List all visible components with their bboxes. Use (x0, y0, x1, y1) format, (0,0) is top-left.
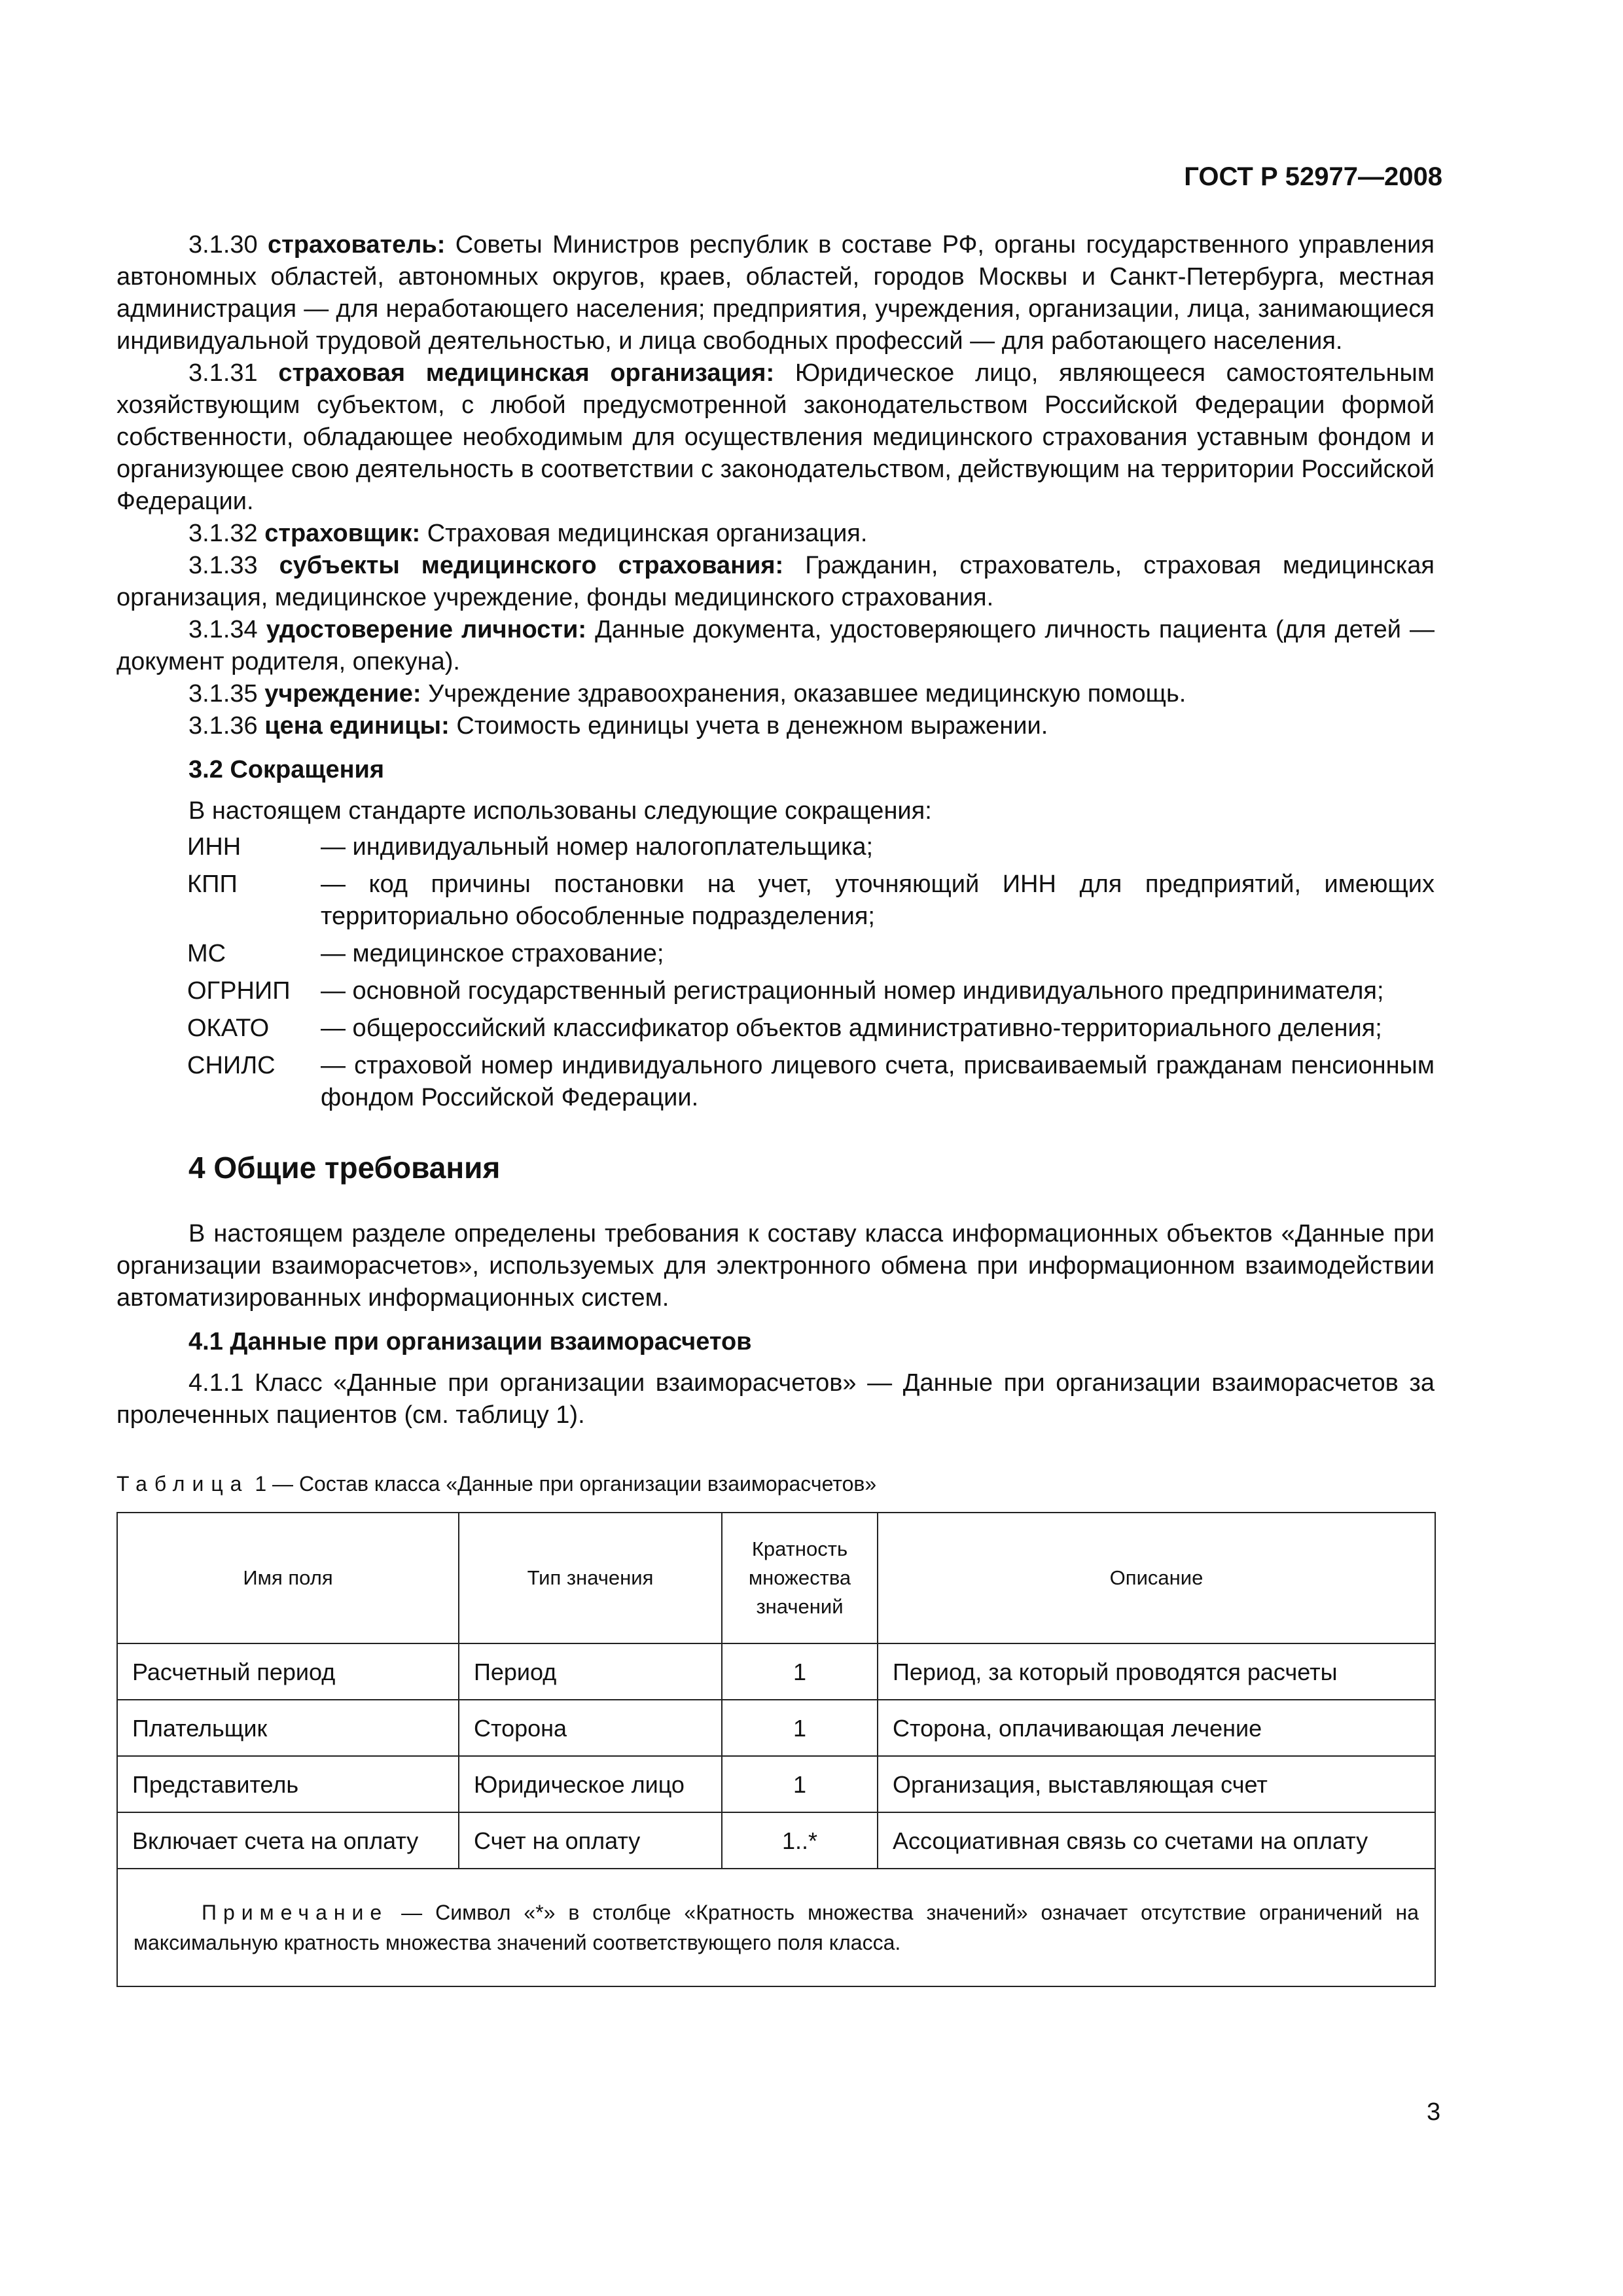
abbreviation-item (116, 1013, 1435, 1045)
table-cell: 1 (722, 1643, 878, 1700)
table-cell: Сторона, оплачивающая лечение (878, 1700, 1435, 1756)
abbreviation-value: — медицинское страхование; (321, 940, 664, 967)
table-cell: Юридическое лицо (459, 1756, 722, 1812)
table-caption: Таблица 1 — Состав класса «Данные при организации взаиморасчетов» (116, 1472, 877, 1496)
table-cell: Период, за который проводятся расчеты (878, 1643, 1435, 1700)
section-4-1-heading: 4.1 Данные при организации взаиморасчетов (188, 1328, 752, 1355)
abbreviation-value: — общероссийский классификатор объектов административно-территориального деления; (321, 1014, 1382, 1042)
abbreviation-item (116, 975, 1435, 1007)
table-cell: Расчетный период (117, 1643, 459, 1700)
table-row (117, 1756, 1435, 1812)
table-cell: Сторона (459, 1700, 722, 1756)
abbreviation-key: ОГРНИП (187, 977, 291, 1005)
definition-3-1-31: 3.1.31 страховая медицинская организация: Юридическое лицо, являющееся самостоятельным хозяйствующим субъектом, с любой предусмотренной законодательством Российской Федерации формой собственности, обладающее необходимым для осуществления медицинского страхования уставным фондом и организующее свою деятельность в соответствии с законодательством, действующим на территории Российской Федерации. (116, 359, 1435, 515)
table-cell: Организация, выставляющая счет (878, 1756, 1435, 1812)
abbreviation-item (116, 831, 1435, 863)
table-cell: Ассоциативная связь со счетами на оплату (878, 1812, 1435, 1869)
definition-3-1-32: 3.1.32 страховщик: Страховая медицинская организация. (188, 520, 868, 547)
table-cell: 1 (722, 1700, 878, 1756)
data-table (116, 1512, 1436, 1987)
table-cell: 1 (722, 1756, 878, 1812)
definition-3-1-34: 3.1.34 удостоверение личности: Данные документа, удостоверяющего личность пациента (для детей — документ родителя, опекуна). (116, 616, 1435, 675)
table-row (117, 1812, 1435, 1869)
definition-3-1-33: 3.1.33 субъекты медицинского страхования: Гражданин, страхователь, страховая медицинская организация, медицинское учреждение, фонды медицинского страхования. (116, 552, 1435, 611)
table-cell: Представитель (117, 1756, 459, 1812)
abbreviations-intro: В настоящем стандарте использованы следующие сокращения: (188, 797, 932, 825)
table-cell: Плательщик (117, 1700, 459, 1756)
column-header: Тип значения (459, 1513, 722, 1643)
abbreviation-key: ОКАТО (187, 1014, 270, 1042)
table-note-row (117, 1869, 1435, 1986)
definition-3-1-35: 3.1.35 учреждение: Учреждение здравоохранения, оказавшее медицинскую помощь. (188, 680, 1186, 708)
abbreviation-key: МС (187, 940, 226, 967)
abbreviations-heading: 3.2 Сокращения (188, 756, 385, 783)
abbreviation-item (116, 869, 1435, 933)
abbreviation-key: ИНН (187, 833, 241, 861)
document-body (116, 229, 1435, 1987)
column-header: Кратность множества значений (722, 1513, 878, 1643)
table-note: Примечание — Символ «*» в столбце «Кратность множества значений» означает отсутствие ограничений на максимальную кратность множества значений соответствующего поля класса. (117, 1869, 1435, 1986)
section-4-paragraph: В настоящем разделе определены требования к составу класса информационных объектов «Данные при организации взаиморасчетов», используемых для электронного обмена при информационном взаимодействии автоматизированных информационных систем. (116, 1220, 1435, 1312)
abbreviation-item (116, 938, 1435, 970)
table-header-row (117, 1513, 1435, 1643)
standard-code: ГОСТ Р 52977—2008 (1184, 162, 1442, 191)
table-row (117, 1643, 1435, 1700)
table-cell: 1..* (722, 1812, 878, 1869)
abbreviation-key: СНИЛС (187, 1052, 276, 1079)
section-4-1-paragraph: 4.1.1 Класс «Данные при организации взаиморасчетов» — Данные при организации взаиморасчетов за пролеченных пациентов (см. таблицу 1). (116, 1369, 1435, 1429)
abbreviation-value: — страховой номер индивидуального лицевого счета, присваиваемый гражданам пенсионным фондом Российской Федерации. (321, 1052, 1435, 1111)
definition-3-1-36: 3.1.36 цена единицы: Стоимость единицы учета в денежном выражении. (188, 712, 1048, 740)
definition-3-1-30: 3.1.30 страхователь: Советы Министров республик в составе РФ, органы государственного управления автономных областей, автономных округов, краев, областей, городов Москвы и Санкт-Петербурга, местная администрация — для неработающего населения; предприятия, учреждения, организации, лица, занимающиеся индивидуальной трудовой деятельностью, и лица свободных профессий — для работающего населения. (116, 231, 1435, 355)
abbreviation-value: — код причины постановки на учет, уточняющий ИНН для предприятий, имеющих территориально обособленные подразделения; (321, 870, 1435, 930)
section-4-heading: 4 Общие требования (188, 1151, 501, 1185)
column-header: Имя поля (117, 1513, 459, 1643)
abbreviation-value: — основной государственный регистрационный номер индивидуального предпринимателя; (321, 977, 1384, 1005)
abbreviation-key: КПП (187, 870, 238, 898)
abbreviation-item (116, 1050, 1435, 1114)
page-number: 3 (1427, 2098, 1441, 2126)
column-header: Описание (878, 1513, 1435, 1643)
abbreviation-value: — индивидуальный номер налогоплательщика; (321, 833, 874, 861)
table-cell: Счет на оплату (459, 1812, 722, 1869)
table-cell: Период (459, 1643, 722, 1700)
table-cell: Включает счета на оплату (117, 1812, 459, 1869)
table-row (117, 1700, 1435, 1756)
